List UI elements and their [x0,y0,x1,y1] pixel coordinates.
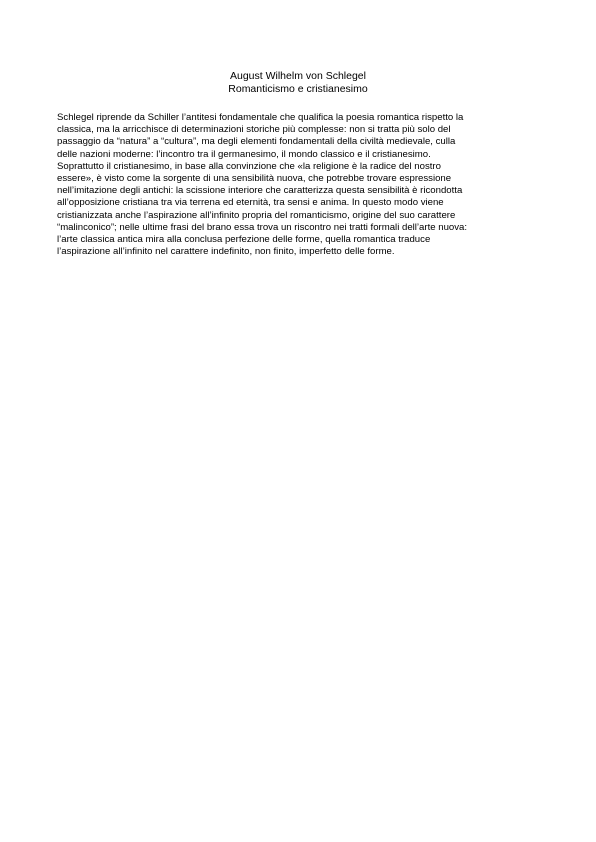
paragraph-line: l’aspirazione all’infinito nel carattere indefinito, non finito, imperfetto delle forme. [57,246,395,258]
paragraph-line: Soprattutto il cristianesimo, in base alla convinzione che «la religione è la radice del nostro [57,160,441,172]
author-name: August Wilhelm von Schlegel [230,70,366,82]
paragraph-line: all’opposizione cristiana tra via terrena ed eternità, tra sensi e anima. In questo modo viene [57,197,444,209]
paragraph-line: l’arte classica antica mira alla conclusa perfezione delle forme, quella romantica traduce [57,234,431,246]
paragraph-line: nell’imitazione degli antichi: la scissione interiore che caratterizza questa sensibilità è ricondotta [57,185,463,197]
paragraph-line: essere», è visto come la sorgente di una sensibilità nuova, che potrebbe trovare espressione [57,173,452,185]
paragraph-line: Schlegel riprende da Schiller l’antitesi fondamentale che qualifica la poesia romantica rispetto la [57,112,464,123]
paragraph-line: cristianizzata anche l’aspirazione all’infinito propria del romanticismo, origine del suo carattere [57,209,456,221]
paragraph-line: delle nazioni moderne: l’incontro tra il germanesimo, il mondo classico e il cristianesimo. [57,148,431,160]
paragraph-line: passaggio da “natura” a “cultura”, ma degli elementi fondamentali della civiltà medievale, culla [57,136,456,148]
body-paragraph [57,112,557,258]
document-heading [0,70,596,96]
paragraph-line: “malinconico”; nelle ultime frasi del brano essa trova un riscontro nei tratti formali dell’arte nuova: [57,221,468,233]
document-title: Romanticismo e cristianesimo [228,83,368,95]
paragraph-line: classica, ma la arricchisce di determinazioni storiche più complesse: non si tratta più solo del [57,124,451,136]
